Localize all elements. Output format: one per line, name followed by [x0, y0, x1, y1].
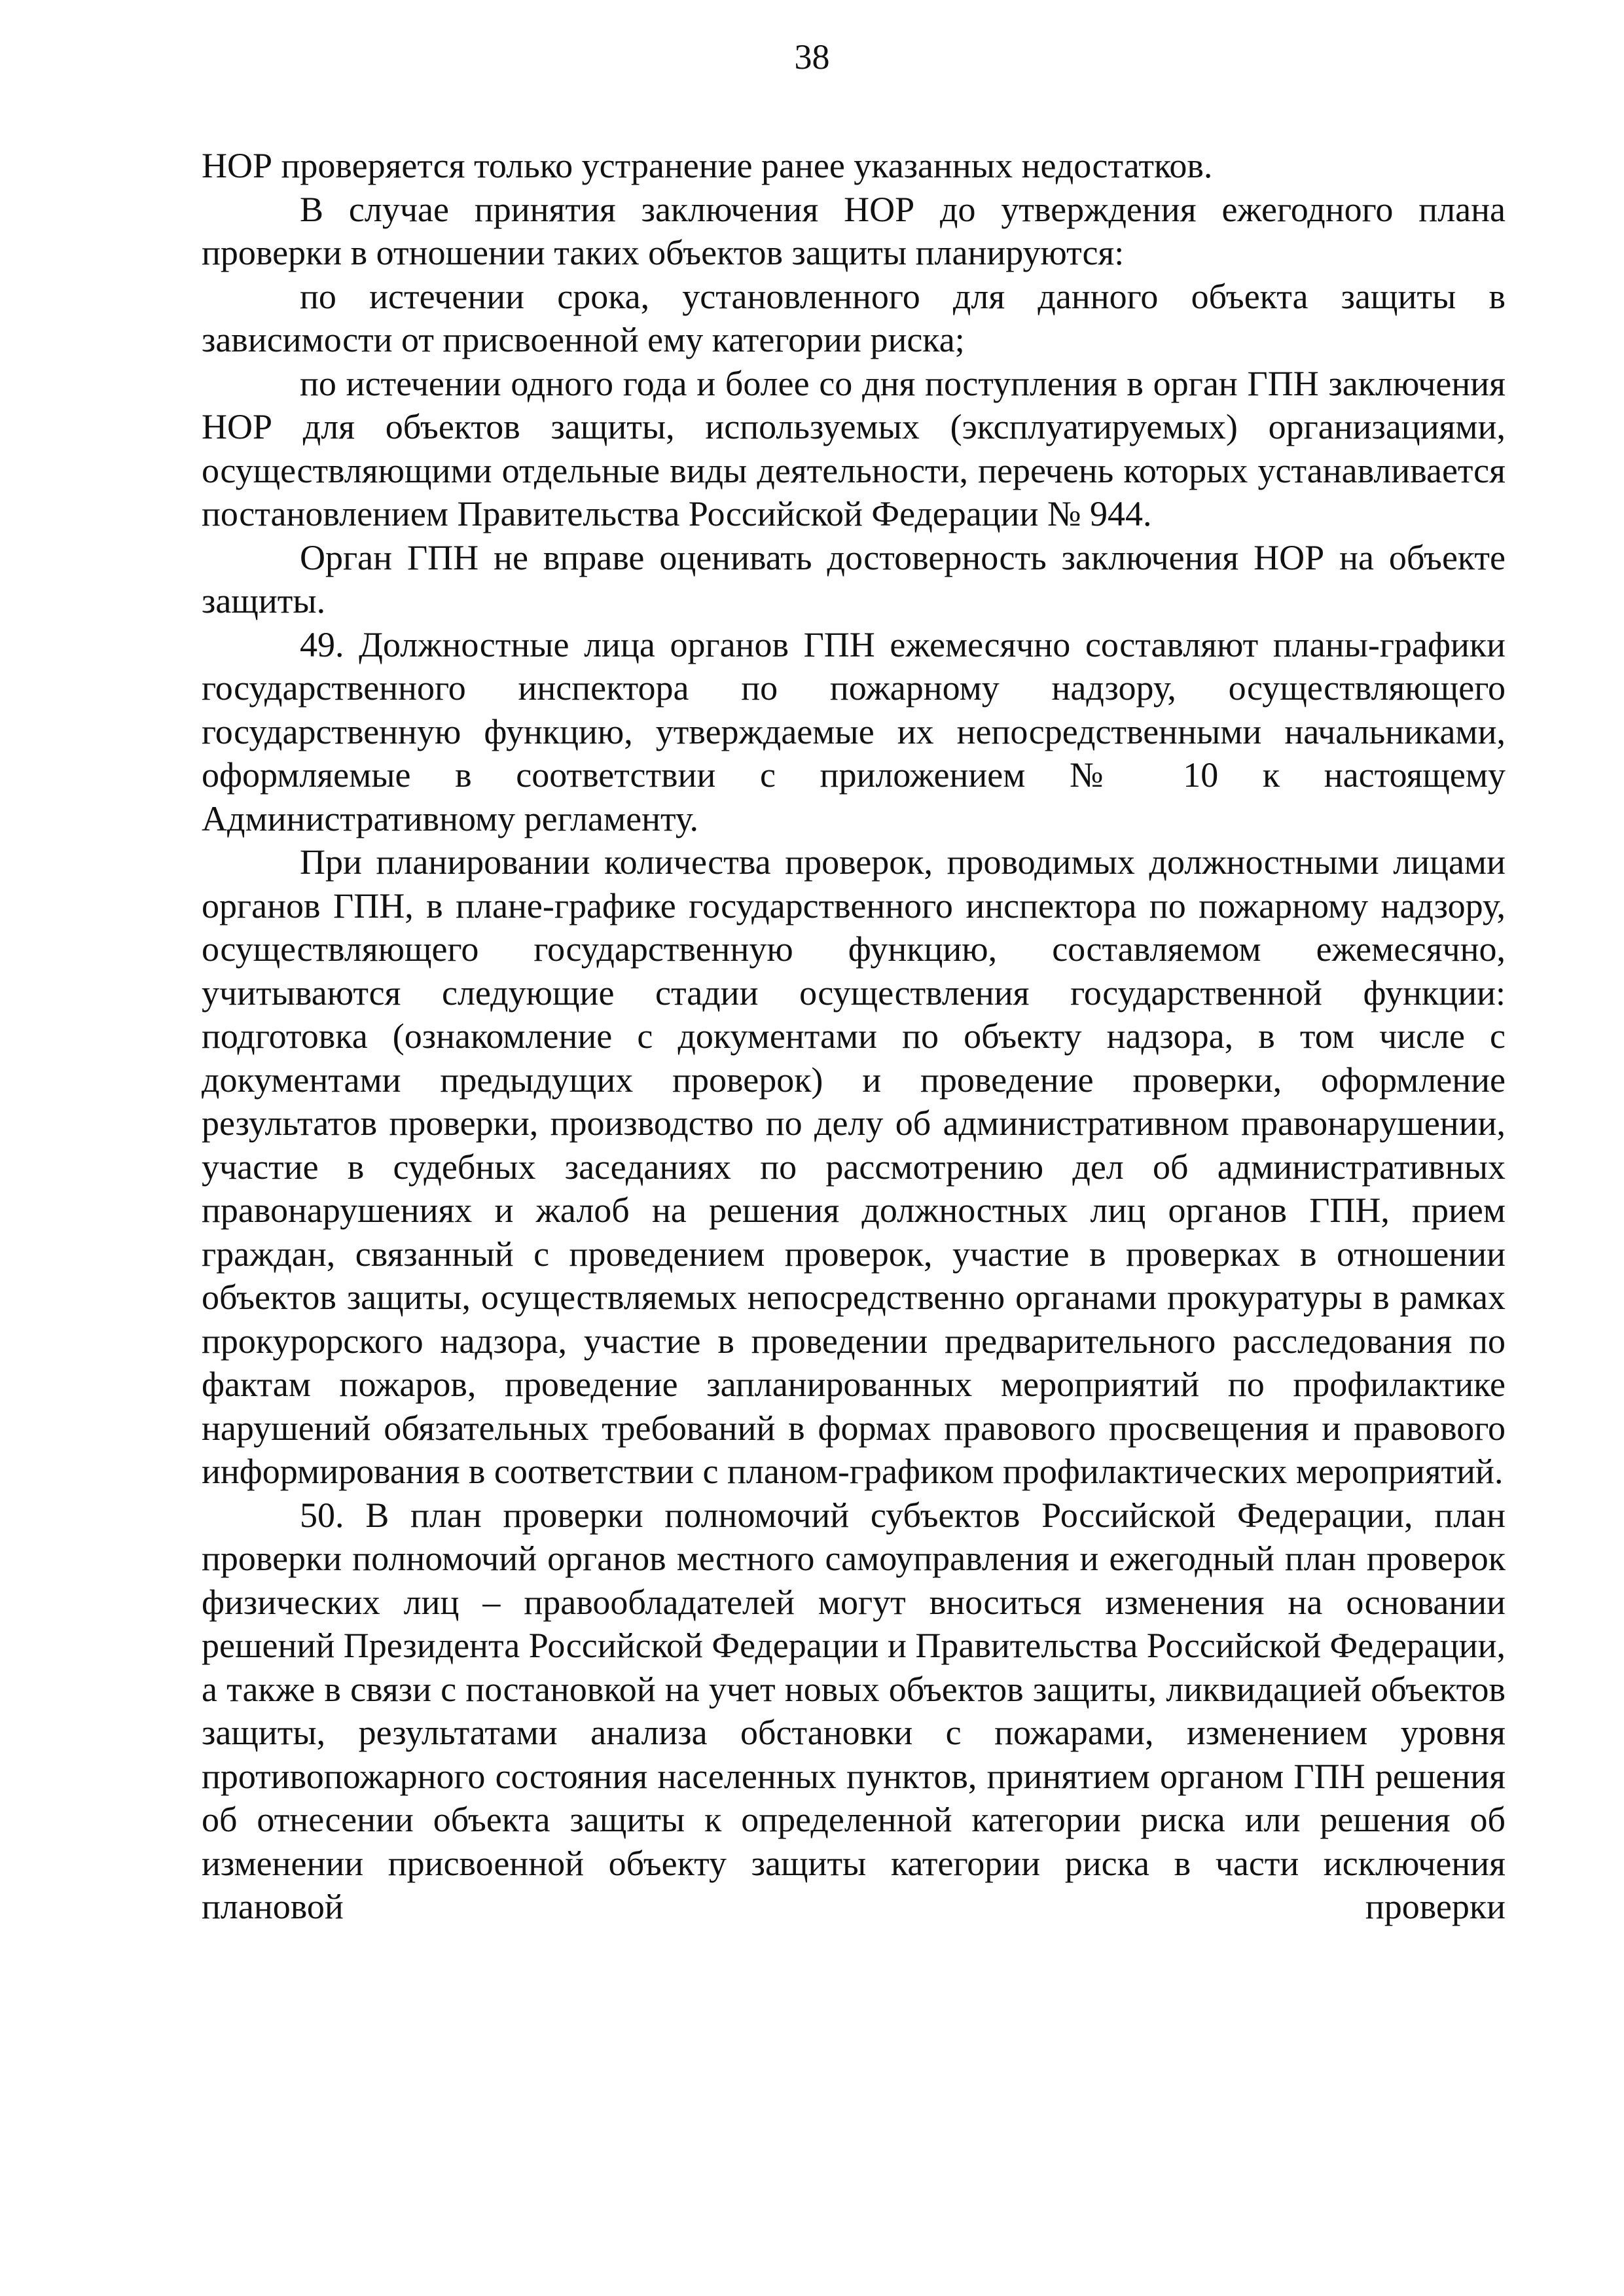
paragraph-item-50: 50. В план проверки полномочий субъектов Российской Федерации, план проверки полномочий органов местного самоуправления и ежегодный план проверок физических лиц – правообладателей могут вноситься изменения на основании решений Президента Российской Федерации и Правительства Российской Федерации, а также в связи с постановкой на учет новых объектов защиты, ликвидацией объектов защиты, результатами анализа обстановки с пожарами, изменением уровня противопожарного состояния населенных пунктов, принятием органом ГПН решения об отнесении объекта защиты к определенной категории риска или решения об изменении присвоенной объекту защиты категории риска в части исключения плановой проверки: [202, 1495, 1506, 1926]
paragraph-gpn-not-entitled: Орган ГПН не вправе оценивать достоверность заключения НОР на объекте защиты.: [202, 537, 1506, 620]
paragraph-continuation: НОР проверяется только устранение ранее указанных недостатков.: [202, 146, 1213, 185]
document-body: [202, 144, 1506, 1929]
paragraph-planning-stages: При планировании количества проверок, проводимых должностными лицами органов ГПН, в плане-графике государственного инспектора по пожарному надзору, осуществляющего государственную функцию, составляемом ежемесячно, учитываются следующие стадии осуществления государственной функции: подготовка (ознакомление с документами по объекту надзора, в том числе с документами предыдущих проверок) и проведение проверки, оформление результатов проверки, производство по делу об административном правонарушении, участие в судебных заседаниях по рассмотрению дел об административных правонарушениях и жалоб на решения должностных лиц органов ГПН, прием граждан, связанный с проведением проверок, участие в проверках в отношении объектов защиты, осуществляемых непосредственно органами прокуратуры в рамках прокурорского надзора, участие в проведении предварительного расследования по фактам пожаров, проведение запланированных мероприятий по профилактике нарушений обязательных требований в формах правового просвещения и правового информирования в соответствии с планом-графиком профилактических мероприятий.: [202, 842, 1506, 1491]
paragraph-nor-conclusion: В случае принятия заключения НОР до утверждения ежегодного плана проверки в отношении таких объектов защиты планируются:: [202, 189, 1506, 272]
page-number: 38: [794, 37, 830, 77]
paragraph-one-year-term: по истечении одного года и более со дня поступления в орган ГПН заключения НОР для объектов защиты, используемых (эксплуатируемых) организациями, осуществляющими отдельные виды деятельности, перечень которых устанавливается постановлением Правительства Российской Федерации № 944.: [202, 363, 1506, 533]
paragraph-risk-category-term: по истечении срока, установленного для данного объекта защиты в зависимости от присвоенной ему категории риска;: [202, 276, 1506, 359]
paragraph-item-49: 49. Должностные лица органов ГПН ежемесячно составляют планы-графики государственного инспектора по пожарному надзору, осуществляющего государственную функцию, утверждаемые их непосредственными начальниками, оформляемые в соответствии с приложением № 10 к настоящему Административному регламенту.: [202, 624, 1506, 838]
